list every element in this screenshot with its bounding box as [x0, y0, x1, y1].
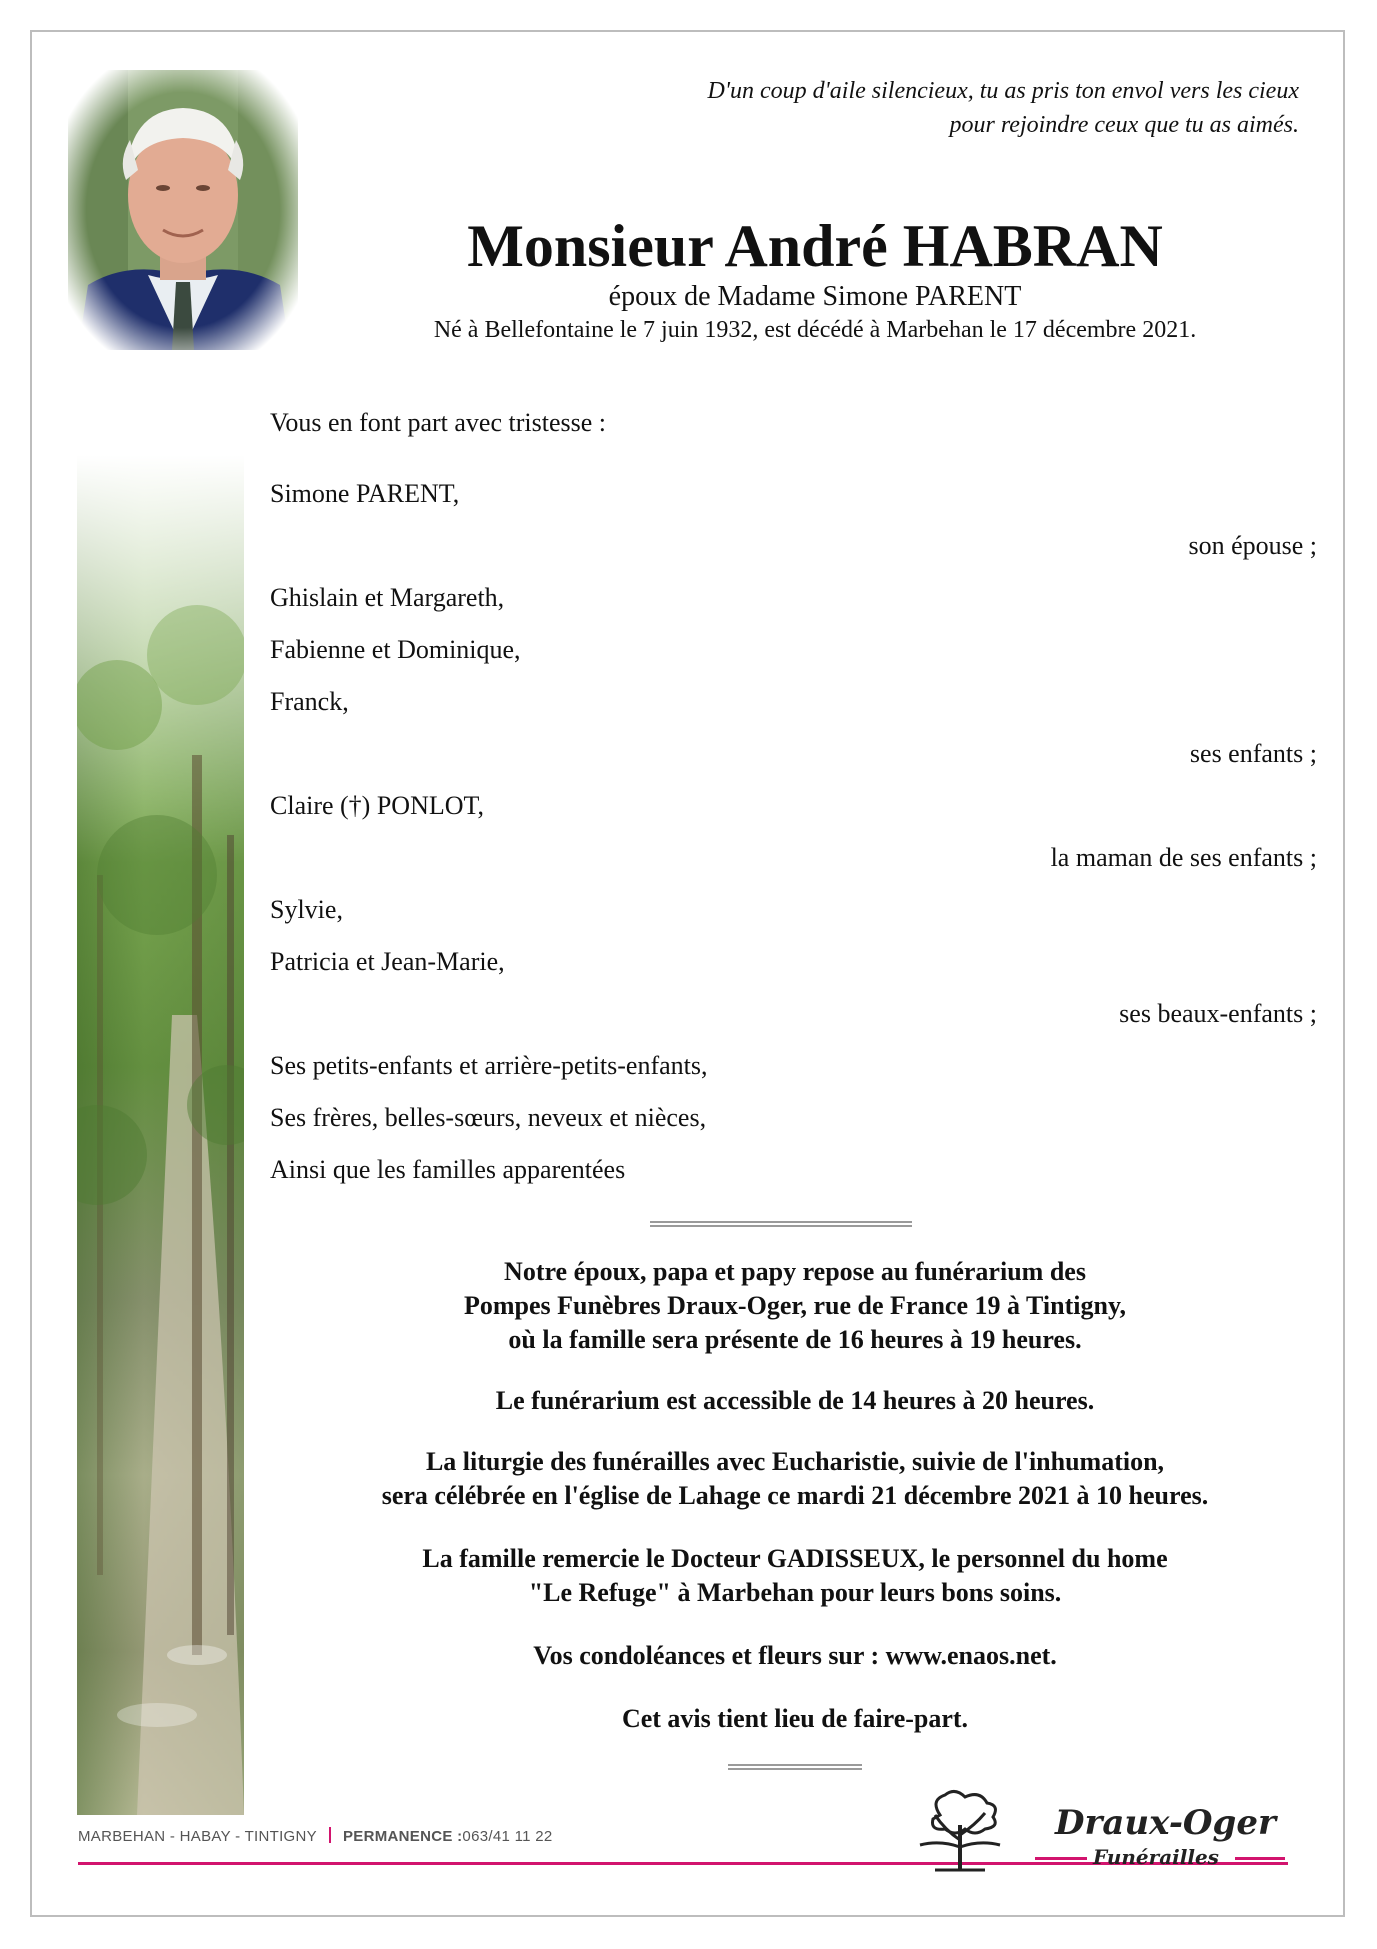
forest-path-image [77, 455, 244, 1815]
family-line: Ses petits-enfants et arrière-petits-enfants, [270, 1051, 708, 1080]
info-line: sera célébrée en l'église de Lahage ce mardi 21 décembre 2021 à 10 heures. [381, 1481, 1209, 1510]
family-line: Claire (†) PONLOT, [270, 791, 484, 820]
deceased-name: Monsieur André HABRAN [467, 213, 1163, 279]
info-line: où la famille sera présente de 16 heures à 19 heures. [508, 1325, 1082, 1354]
footer-locations: MARBEHAN - HABAY - TINTIGNY [78, 1828, 317, 1845]
footer-permanence-phone: 063/41 11 22 [462, 1828, 553, 1845]
info-paragraph-liturgy [280, 1445, 1310, 1513]
info-line: "Le Refuge" à Marbehan pour leurs bons soins. [528, 1578, 1062, 1607]
portrait-photo [68, 70, 298, 350]
family-line: Simone PARENT, [270, 479, 460, 508]
brand-subtitle: Funérailles [1093, 1845, 1219, 1869]
family-line: Patricia et Jean-Marie, [270, 947, 505, 976]
info-paragraph-hours [280, 1384, 1310, 1418]
info-paragraph-visitation [280, 1255, 1310, 1357]
info-line: Cet avis tient lieu de faire-part. [621, 1704, 969, 1733]
family-line: Franck, [270, 687, 349, 716]
family-relation: ses beaux-enfants ; [1119, 999, 1317, 1028]
info-line: Le funérarium est accessible de 14 heures à 20 heures. [495, 1386, 1095, 1415]
family-relation: son épouse ; [1188, 531, 1317, 560]
family-line: Fabienne et Dominique, [270, 635, 521, 664]
footer-permanence-label: PERMANENCE : [342, 1828, 463, 1845]
brand-name: Draux-Oger [1055, 1803, 1276, 1843]
birth-death-line: Né à Bellefontaine le 7 juin 1932, est décédé à Marbehan le 17 décembre 2021. [433, 317, 1197, 343]
family-intro: Vous en font part avec tristesse : [270, 408, 606, 437]
info-line: Vos condoléances et fleurs sur : www.enaos.net. [533, 1641, 1057, 1670]
family-line: Ses frères, belles-sœurs, neveux et nièces, [270, 1103, 707, 1132]
quote-line-1: D'un coup d'aile silencieux, tu as pris ton envol vers les cieux [707, 78, 1299, 104]
info-line: Notre époux, papa et papy repose au funérarium des [504, 1257, 1086, 1286]
info-line: La liturgie des funérailles avec Eucharistie, suivie de l'inhumation, [425, 1447, 1165, 1476]
epitaph-quote [539, 74, 1299, 142]
family-line: Ainsi que les familles apparentées [270, 1155, 626, 1184]
family-line: Ghislain et Margareth, [270, 583, 505, 612]
family-relation: ses enfants ; [1189, 739, 1317, 768]
separator-bottom [728, 1764, 862, 1770]
tree-logo-icon [905, 1785, 1015, 1875]
spouse-line: époux de Madame Simone PARENT [608, 281, 1022, 312]
info-paragraph-thanks [280, 1542, 1310, 1610]
info-paragraph-condolences [280, 1639, 1310, 1673]
family-relation: la maman de ses enfants ; [1050, 843, 1317, 872]
quote-line-2: pour rejoindre ceux que tu as aimés. [949, 112, 1299, 138]
funeral-home-logo [905, 1785, 1295, 1875]
footer-contact [78, 1827, 553, 1845]
brand-accent-line [1035, 1857, 1087, 1860]
brand-accent-line [1235, 1857, 1285, 1860]
info-line: La famille remercie le Docteur GADISSEUX, le personnel du home [422, 1544, 1168, 1573]
info-line: Pompes Funèbres Draux-Oger, rue de France 19 à Tintigny, [463, 1291, 1127, 1320]
footer-divider [329, 1827, 331, 1843]
family-line: Sylvie, [270, 895, 343, 924]
info-paragraph-notice [280, 1702, 1310, 1736]
separator-top [650, 1221, 912, 1227]
